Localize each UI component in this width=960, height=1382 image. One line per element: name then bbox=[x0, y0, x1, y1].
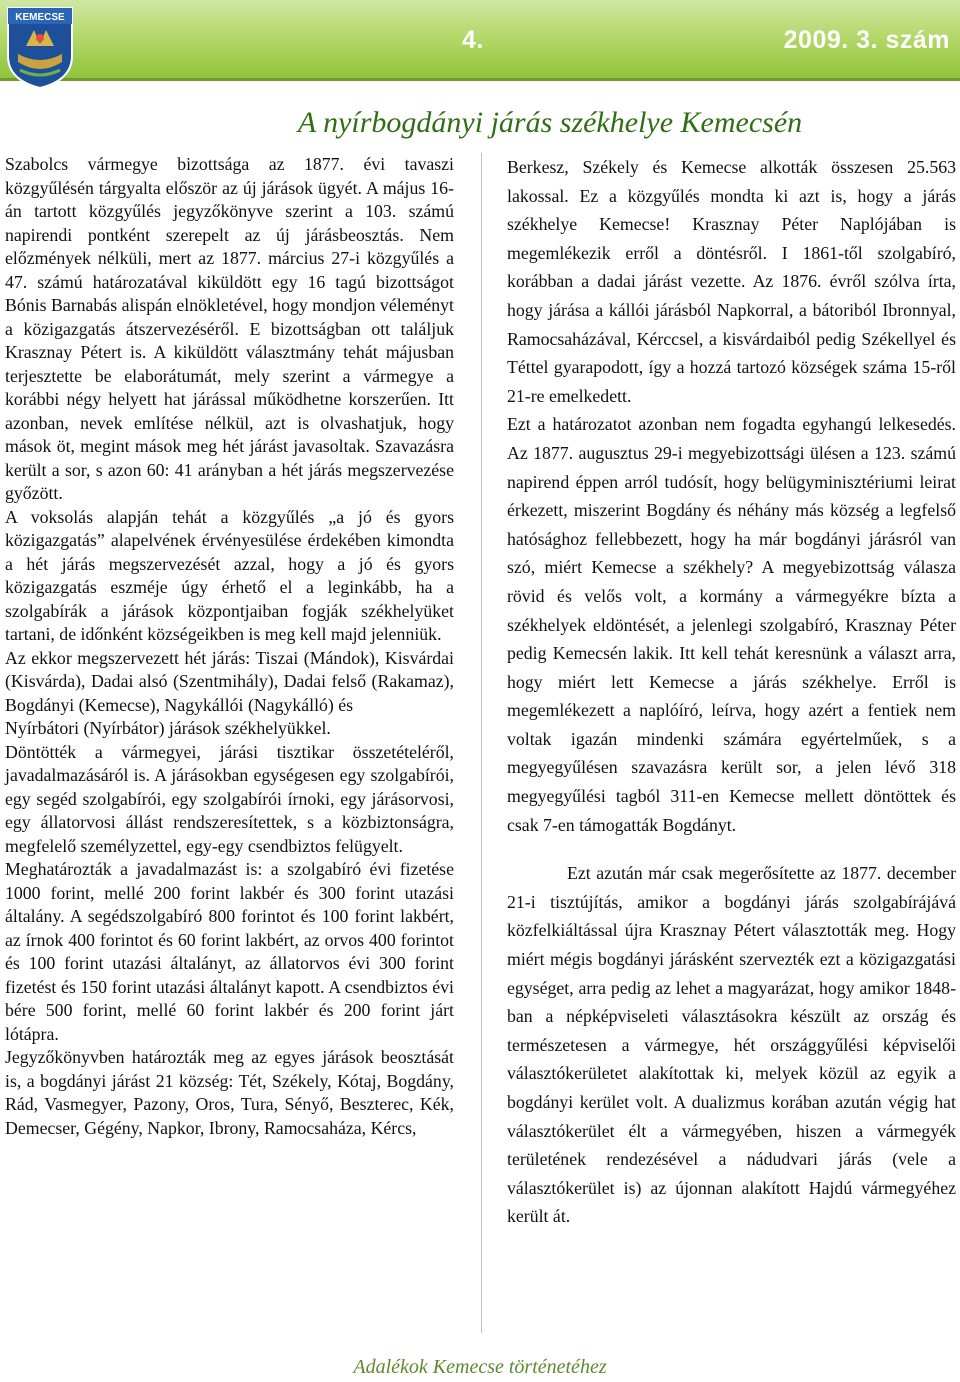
kemecse-crest-logo bbox=[4, 4, 76, 90]
paragraph: Ezt a határozatot azonban nem fogadta egyhangú lelkesedés. Az 1877. augusztus 29-i megyebizottsági ülésen a 123. számú napirend éppen arról tudósít, hogy belügyminisztériumi leirat érkezett, miszerint Bogdány és néhány más község a legfelső hatósághoz fellebbezett, hogy ha már bogdányi járásról van szó, miért Kemecse a székhely? A megyebizottság válasza rövid és velős volt, a kormány a vármegyékre bízta a székhelyek eldöntését, a jelenlegi szolgabíró, Krasznay Péter pedig Kemecsén lakik. Itt kell tehát keresnünk a választ arra, hogy miért lett Kemecse a járás székhelye. Erről is megemlékezett a naplóíró, leírva, hogy azért a fentiek nem voltak igazán mindenki számára egyértelműek, s a megyegyűlésen szavazásra került sor, a jelen lévő 318 megyegyűlési tagból 311-en Kemecse mellett döntöttek és csak 7-en támogatták Bogdányt. bbox=[507, 414, 956, 835]
right-column bbox=[507, 153, 956, 1231]
paragraph: Meghatározták a javadalmazást is: a szolgabíró évi fizetése 1000 forint, mellé 200 forint lakbér és 300 forint utazási általány. A segédszolgabíró 800 forintot és 100 forint lakbért, az írnok 400 forintot és 60 forint lakbért, az orvos 400 forintot és 100 forint utazási általányt, az állatorvos évi 300 forint fizetést és 150 forint utazási általányt kapott. A csendbiztos évi bére 500 forint, mellé 60 forint lakbér és 200 forint járt lótápra. bbox=[5, 859, 454, 1044]
issue-date: 2009. 3. szám bbox=[783, 26, 950, 54]
left-column bbox=[5, 153, 454, 1140]
column-divider bbox=[481, 153, 482, 1333]
paragraph: Nyírbátori (Nyírbátor) járások székhelyükkel. bbox=[5, 718, 331, 738]
paragraph: A voksolás alapján tehát a közgyűlés „a jó és gyors közigazgatás” alapelvének érvényesülése érdekében kimondta a hét járás megszervezését azzal, hogy a jó és gyors közigazgatás eszméje úgy érhető el a leginkább, ha a szolgabírák a járások központjaiban fogják székhelyüket tartani, de időnként községeikben is meg kell majd jelenniük. bbox=[5, 506, 454, 644]
footer-series-title: Adalékok Kemecse történetéhez bbox=[353, 1356, 607, 1378]
paragraph: Ezt azután már csak megerősítette az 1877. december 21-i tisztújítás, amikor a bogdányi járás szolgabírájává közfelkiáltással újra Krasznay Pétert választották meg. Hogy miért mégis bogdányi járásként szervezték ezt a közigazgatási egységet, arra pedig az lehet a magyarázat, hogy amikor 1848-ban a népképviseleti választásokra készült az ország és természetesen a vármegye, hét országgyűlési képviselői választókerületet alakítottak ki, melyek közül az egyik a bogdányi kerület volt. A dualizmus korában azután végig hat választókerület élt a vármegyében, hiszen a vármegyék területének rendezésével a nádudvari járás (vele a választókerület is) az újonnan alakított Hajdú vármegyéhez került át. bbox=[507, 863, 956, 1227]
paragraph: Az ekkor megszervezett hét járás: Tiszai (Mándok), Kisvárdai (Kisvárda), Dadai alsó (Szentmihály), Dadai felső (Rakamaz), Bogdányi (Kemecse), Nagykállói (Nagykálló) és bbox=[5, 647, 454, 715]
paragraph: Döntötték a vármegyei, járási tisztikar összetételéről, javadalmazásáról is. A járásokban egységesen egy szolgabírói, egy segéd szolgabírói, egy szolgabírói írnoki, egy járásorvosi, egy állatorvosi állást rendszeresítettek, s a közbiztonságra, megfelelő személyzettel, egy-egy csendbiztos felügyelt. bbox=[5, 741, 454, 856]
paragraph: Jegyzőkönyvben határozták meg az egyes járások beosztását is, a bogdányi járást 21 község: Tét, Székely, Kótaj, Bogdány, Rád, Vasmegyer, Pazony, Oros, Tura, Sényő, Beszterec, Kék, Demecser, Gégény, Napkor, Ibrony, Ramocsaháza, Kércs, bbox=[5, 1047, 454, 1138]
paragraph: Berkesz, Székely és Kemecse alkották összesen 25.563 lakossal. Ez a közgyűlés mondta ki azt is, hogy a járás székhelye Kemecse! Krasznay Péter Naplójában is megemlékezik erről a döntésről. I 1861-től szolgabíró, korábban a dadai járást vezette. Az 1876. évről szólva írta, hogy járása a kállói járásból Napkorral, a bátoriból Ibronnyal, Ramocsaházával, Kérccsel, a kisvárdaiból pedig Székellyel és Téttel gyarapodott, így a hozzá tartozó községek száma 15-ről 21-re emelkedett. bbox=[507, 157, 956, 406]
article-title: A nyírbogdányi járás székhelye Kemecsén bbox=[297, 106, 803, 139]
issue-number: 4. bbox=[462, 26, 484, 54]
header-divider bbox=[0, 78, 960, 81]
svg-text:KEMECSE: KEMECSE bbox=[15, 12, 65, 23]
paragraph: Szabolcs vármegye bizottsága az 1877. évi tavaszi közgyűlésén tárgyalta először az új járások ügyét. A május 16-án tartott közgyűlés jegyzőkönyve szerint a 103. számú napirendi pontként szerepelt az új járásbeosztás. Nem előzmények nélküli, mert az 1877. március 27-i közgyűlés a 47. számú határozatával kiküldött egy 16 tagú bizottságot Bónis Barnabás alispán elnökletével, hogy mondjon véleményt a közigazgatás átszervezéséről. E bizottságban ott találjuk Krasznay Pétert is. A kiküldött választmány tehát májusban terjesztette be elaborátumát, mely szerint a vármegye a korábbi négy helyett hat járással működhetne korszerűen. Itt azonban, nevek említése nélkül, azt is olvashatjuk, hogy mások öt, megint mások meg hét járást javasoltak. Szavazásra került a sor, s azon 60: 41 arányban a hét járás megszervezése győzött. bbox=[5, 154, 454, 503]
